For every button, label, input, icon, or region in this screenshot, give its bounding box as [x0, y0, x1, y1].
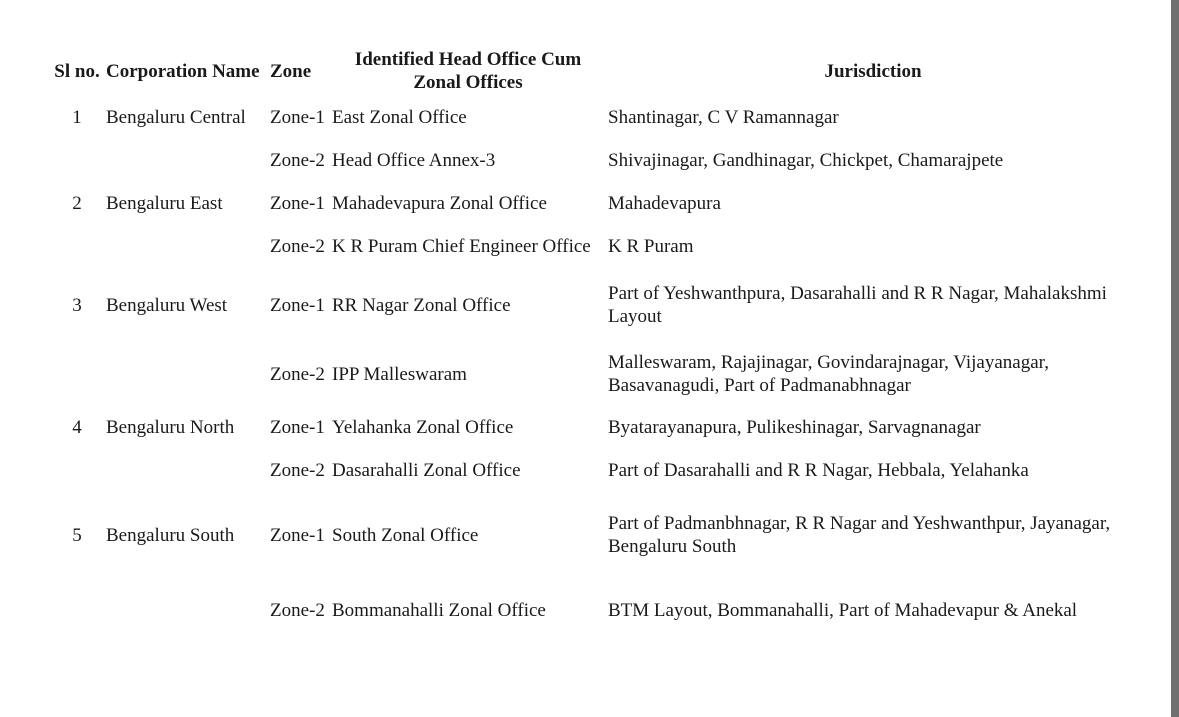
cell-jurisdiction: Malleswaram, Rajajinagar, Govindarajnagar, Vijayanagar, Basavanagudi, Part of Padmanabhnagar — [608, 352, 1049, 396]
cell-corporation: Bengaluru Central — [106, 107, 246, 128]
table-row — [50, 139, 1140, 182]
header-jurisdiction: Jurisdiction — [824, 60, 922, 82]
cell-corporation — [104, 342, 268, 406]
cell-jurisdiction: Part of Padmanbhnagar, R R Nagar and Yeshwanthpur, Jayanagar, Bengaluru South — [608, 513, 1111, 557]
cell-zone: Zone-1 — [270, 294, 325, 316]
cell-office: East Zonal Office — [332, 107, 467, 128]
cell-corporation — [104, 139, 268, 182]
cell-sl-no: 3 — [72, 294, 82, 316]
table-row — [50, 578, 1140, 642]
cell-jurisdiction: K R Puram — [608, 236, 694, 257]
cell-corporation — [104, 578, 268, 642]
header-zone: Zone — [270, 60, 312, 82]
cell-corporation: Bengaluru West — [106, 294, 228, 316]
scrollbar-edge — [1171, 0, 1179, 717]
table-row — [50, 406, 1140, 449]
cell-sl-no — [50, 578, 104, 642]
cell-zone: Zone-2 — [270, 460, 325, 481]
cell-office: Bommanahalli Zonal Office — [332, 599, 546, 621]
cell-jurisdiction: Mahadevapura — [608, 193, 721, 214]
table-row — [50, 96, 1140, 139]
cell-sl-no — [50, 342, 104, 406]
cell-sl-no: 2 — [72, 193, 82, 214]
cell-jurisdiction: Shantinagar, C V Ramannagar — [608, 107, 839, 128]
header-sl-no: Sl no. — [54, 60, 100, 82]
cell-jurisdiction: Part of Dasarahalli and R R Nagar, Hebbala, Yelahanka — [608, 460, 1029, 481]
table-row — [50, 182, 1140, 225]
cell-jurisdiction: BTM Layout, Bommanahalli, Part of Mahadevapur & Anekal — [608, 599, 1078, 621]
cell-zone: Zone-1 — [270, 107, 325, 128]
table-header-row — [50, 46, 1140, 96]
cell-jurisdiction: Part of Yeshwanthpura, Dasarahalli and R R Nagar, Mahalakshmi Layout — [608, 283, 1107, 327]
cell-zone: Zone-1 — [270, 524, 325, 546]
cell-office: Dasarahalli Zonal Office — [332, 460, 521, 481]
cell-zone: Zone-1 — [270, 417, 325, 438]
table-row — [50, 268, 1140, 342]
cell-zone: Zone-2 — [270, 236, 325, 257]
cell-sl-no — [50, 139, 104, 182]
table-row — [50, 449, 1140, 492]
header-corporation-name: Corporation Name — [106, 60, 260, 82]
cell-office: IPP Malleswaram — [332, 363, 467, 385]
cell-sl-no: 5 — [72, 524, 82, 546]
cell-corporation: Bengaluru South — [106, 524, 235, 546]
cell-office: RR Nagar Zonal Office — [332, 294, 511, 316]
cell-zone: Zone-2 — [270, 599, 325, 621]
cell-corporation: Bengaluru North — [106, 417, 235, 438]
cell-jurisdiction: Byatarayanapura, Pulikeshinagar, Sarvagnanagar — [608, 417, 981, 438]
cell-sl-no: 4 — [72, 417, 82, 438]
cell-office: Head Office Annex-3 — [332, 150, 496, 171]
cell-sl-no: 1 — [72, 107, 82, 128]
cell-office: Yelahanka Zonal Office — [332, 417, 514, 438]
cell-zone: Zone-2 — [270, 150, 325, 171]
header-office: Identified Head Office Cum Zonal Offices — [354, 49, 582, 93]
cell-sl-no — [50, 449, 104, 492]
table-row — [50, 225, 1140, 268]
cell-office: K R Puram Chief Engineer Office — [332, 236, 591, 257]
table-row — [50, 342, 1140, 406]
cell-corporation: Bengaluru East — [106, 193, 223, 214]
cell-corporation — [104, 225, 268, 268]
cell-zone: Zone-2 — [270, 363, 325, 385]
corporation-zones-table — [50, 46, 1140, 642]
table-row — [50, 492, 1140, 578]
cell-corporation — [104, 449, 268, 492]
cell-jurisdiction: Shivajinagar, Gandhinagar, Chickpet, Chamarajpete — [608, 150, 1004, 171]
cell-sl-no — [50, 225, 104, 268]
cell-office: Mahadevapura Zonal Office — [332, 193, 547, 214]
cell-zone: Zone-1 — [270, 193, 325, 214]
cell-office: South Zonal Office — [332, 524, 479, 546]
